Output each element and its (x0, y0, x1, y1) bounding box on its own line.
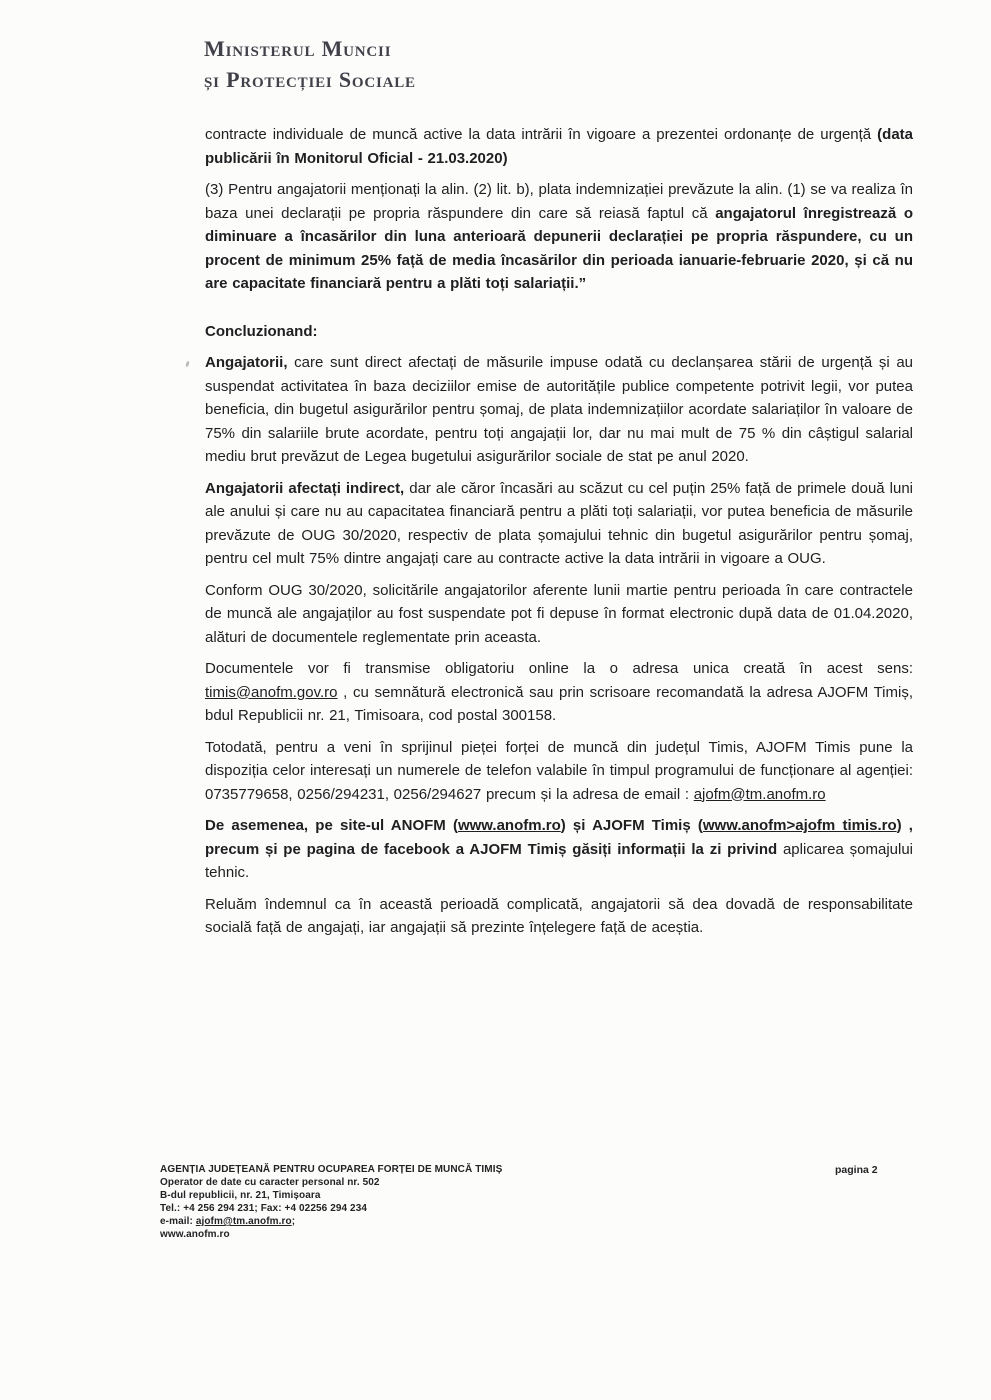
paragraph (205, 893, 913, 940)
text-segment: Operator de date cu caracter personal nr. 502 (160, 1177, 380, 1188)
paragraph (205, 736, 913, 807)
footer-line (160, 1163, 502, 1176)
ministry-letterhead (204, 33, 416, 95)
document-body (205, 123, 913, 948)
paragraph (205, 477, 913, 571)
ministry-name-line2: și Protecției Sociale (204, 67, 416, 92)
footer-line (160, 1176, 502, 1189)
text-segment: Conform OUG 30/2020, solicitările angajatorilor aferente lunii martie pentru perioada în care contractele de muncă ale angajaților au fost suspendate pot fi depuse în format electronic după data de 01.04.2020, alături de documentele reglementate prin aceasta. (205, 581, 913, 646)
text-segment: B-dul republicii, nr. 21, Timișoara (160, 1190, 321, 1201)
text-segment: dar ale căror încasări au scăzut cu cel puțin 25% față de primele două luni ale anului și care nu au capacitatea financiară pentru a plăti toți salariații, vor putea beneficia de măsurile prevăzute de OUG 30/2020, respectiv de plata șomajului tehnic din bugetul asigurărilor pentru șomaj, pentru cel mult 75% dintre angajați care au contracte active la data intrării in vigoare a OUG. (205, 479, 913, 567)
footer-lines (160, 1163, 502, 1241)
text-segment: Concluzionand: (205, 322, 318, 340)
text-segment: angajatorul înregistrează o diminuare a încasărilor din luna anterioară depunerii declarației pe propria răspundere, cu un procent de minimum 25% față de media încasărilor din perioada ianuarie-februarie 2020, și că nu are capacitate financiară pentru a plăti toți salariații.” (205, 204, 913, 292)
text-segment: AGENȚIA JUDEȚEANĂ PENTRU OCUPAREA FORȚEI DE MUNCĂ TIMIȘ (160, 1164, 503, 1175)
underlined-address-text: www.anofm.ro (457, 817, 561, 834)
text-segment: , cu semnătură electronică sau prin scrisoare recomandată la adresa AJOFM Timiș, bdul Republicii nr. 21, Timisoara, cod postal 300158. (205, 683, 913, 724)
text-segment: (data publicării în Monitorul Oficial - 21.03.2020) (205, 126, 913, 167)
text-segment: Documentele vor fi transmise obligatoriu online la o adresa unica creată în acest sens: (205, 660, 913, 677)
page-number-label: pagina 2 (835, 1164, 878, 1176)
text-segment: Angajatorii, (205, 354, 288, 371)
underlined-address-text: ajofm@tm.anofm.ro (693, 785, 826, 803)
paragraph (205, 579, 913, 650)
underlined-address-text: timis@anofm.gov.ro (205, 683, 338, 701)
text-segment: (3) Pentru angajatorii menționați la alin. (2) lit. b), plata indemnizației prevăzute la alin. (1) se va realiza în baza unei declarații pe propria răspundere din care să reiasă faptul că (205, 181, 913, 222)
footer-line (160, 1202, 502, 1215)
text-segment: De asemenea, pe site-ul ANOFM ( (205, 817, 458, 834)
paragraph (205, 814, 913, 885)
text-segment: ) și AJOFM Timiș ( (560, 817, 703, 834)
scan-artifact-mark (185, 361, 190, 368)
paragraph (205, 657, 913, 728)
paragraph (205, 178, 913, 296)
paragraph (205, 123, 913, 170)
footer-line (160, 1228, 502, 1241)
text-segment: Totodată, pentru a veni în sprijinul pieței forței de muncă din județul Timis, AJOFM Timis pune la dispoziția celor interesați un numerele de telefon valabile în timpul programului de funcționare al agenției: 0735779658, 0256/294231, 0256/294627 precum și la adresa de email : (205, 738, 913, 803)
text-segment: www.anofm.ro (160, 1229, 230, 1240)
text-segment: Tel.: +4 256 294 231; Fax: +4 02256 294 234 (160, 1203, 368, 1214)
underlined-address-text: www.anofm>ajofm timis.ro (702, 817, 897, 834)
text-segment: ) , precum și pe pagina de facebook a AJOFM Timiș găsiți informații la zi privind (205, 817, 913, 858)
text-segment: e-mail: (160, 1216, 196, 1227)
text-segment: care sunt direct afectați de măsurile impuse odată cu declanșarea stării de urgență și au suspendat activitatea în baza deciziilor emise de autoritățile publice competente potrivit legii, vor putea beneficia, din bugetul asigurărilor pentru șomaj, de plata indemnizațiilor acordate salariaților în valoare de 75% din salariile brute acordate, pentru toți angajații lor, dar nu mai mult de 75 % din câștigul salarial mediu brut prevăzut de Legea bugetului asigurărilor sociale de stat pe anul 2020. (205, 354, 913, 465)
footer-line (160, 1215, 502, 1228)
text-segment: ; (291, 1216, 296, 1227)
paragraph (205, 351, 913, 469)
text-segment: contracte individuale de muncă active la data intrării în vigoare a prezentei ordonanțe de urgență (205, 126, 878, 143)
underlined-address-text: ajofm@tm.anofm.ro (195, 1216, 292, 1227)
section-heading (205, 320, 913, 344)
text-segment: Angajatorii afectați indirect, (205, 479, 405, 497)
text-segment: aplicarea șomajului tehnic. (205, 840, 914, 881)
footer-line (160, 1189, 502, 1202)
text-segment: Reluăm îndemnul ca în această perioadă complicată, angajatorii să dea dovadă de responsabilitate socială față de angajați, iar angajații să prezinte înțelegere față de aceștia. (205, 895, 913, 936)
ministry-name-line1: Ministerul Muncii (204, 36, 392, 61)
